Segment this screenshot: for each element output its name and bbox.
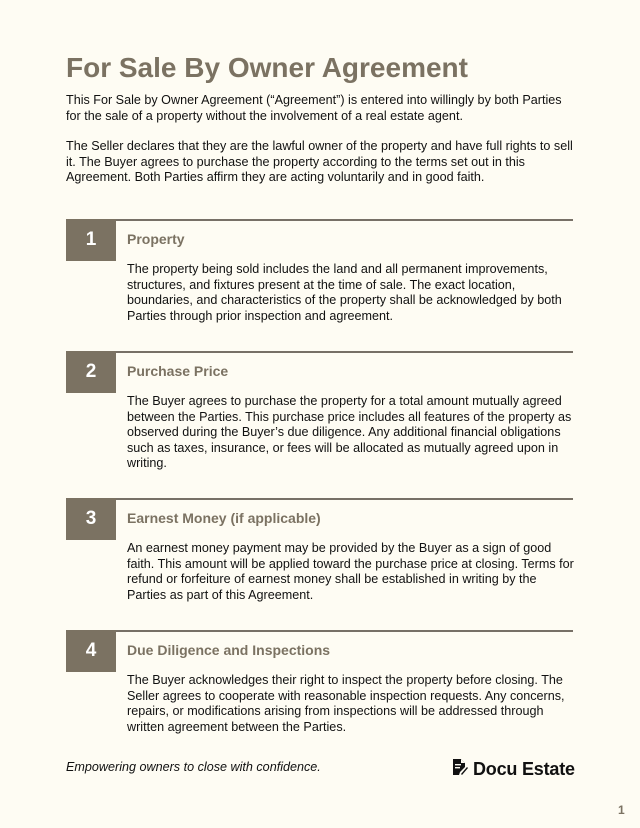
section-divider — [116, 498, 573, 500]
section-divider — [116, 630, 573, 632]
intro-paragraph: The Seller declares that they are the lawful owner of the property and have full rights to sell it. The Buyer agrees to purchase the property according to the terms set out in this Agreement. Both Parties affirm they are acting voluntarily and in good faith. — [66, 139, 573, 184]
section-title: Due Diligence and Inspections — [127, 642, 331, 658]
section-title: Purchase Price — [127, 363, 229, 379]
intro-paragraph: This For Sale by Owner Agreement (“Agreement”) is entered into willingly by both Parties for the sale of a property without the involvement of a real estate agent. — [66, 93, 562, 123]
page-number: 1 — [618, 803, 625, 817]
section-body: The property being sold includes the land and all permanent improvements, structures, and fixtures present at the time of sale. The exact location, boundaries, and characteristics of the property shall be acknowledged by both Parties through prior inspection and agreement. — [127, 262, 562, 323]
footer-tagline: Empowering owners to close with confidence. — [66, 760, 321, 774]
section-title: Earnest Money (if applicable) — [127, 510, 321, 526]
section-body: The Buyer agrees to purchase the property for a total amount mutually agreed between the Parties. This purchase price includes all features of the property as observed during the Buyer’s due diligence. Any additional financial obligations such as taxes, insurance, or fees will be allocated as mutually agreed upon in writing. — [127, 394, 572, 470]
section-body: The Buyer acknowledges their right to inspect the property before closing. The Seller agrees to cooperate with reasonable inspection requests. Any concerns, repairs, or modifications arising from inspections will be addressed through written agreement between the Parties. — [127, 673, 565, 734]
section-number: 1 — [66, 219, 116, 261]
page-title: For Sale By Owner Agreement — [66, 52, 468, 83]
section-number: 3 — [66, 498, 116, 540]
section-divider — [116, 351, 573, 353]
section-divider — [116, 219, 573, 221]
section-number: 2 — [66, 351, 116, 393]
section-number: 4 — [66, 630, 116, 672]
section-title: Property — [127, 231, 185, 247]
brand-name: Docu Estate — [473, 759, 575, 779]
section-body: An earnest money payment may be provided by the Buyer as a sign of good faith. This amount will be applied toward the purchase price at closing. Terms for refund or forfeiture of earnest money shall be established in writing by the Parties as part of this Agreement. — [127, 541, 574, 602]
brand-logo — [452, 758, 575, 781]
document-pen-icon — [452, 758, 468, 781]
